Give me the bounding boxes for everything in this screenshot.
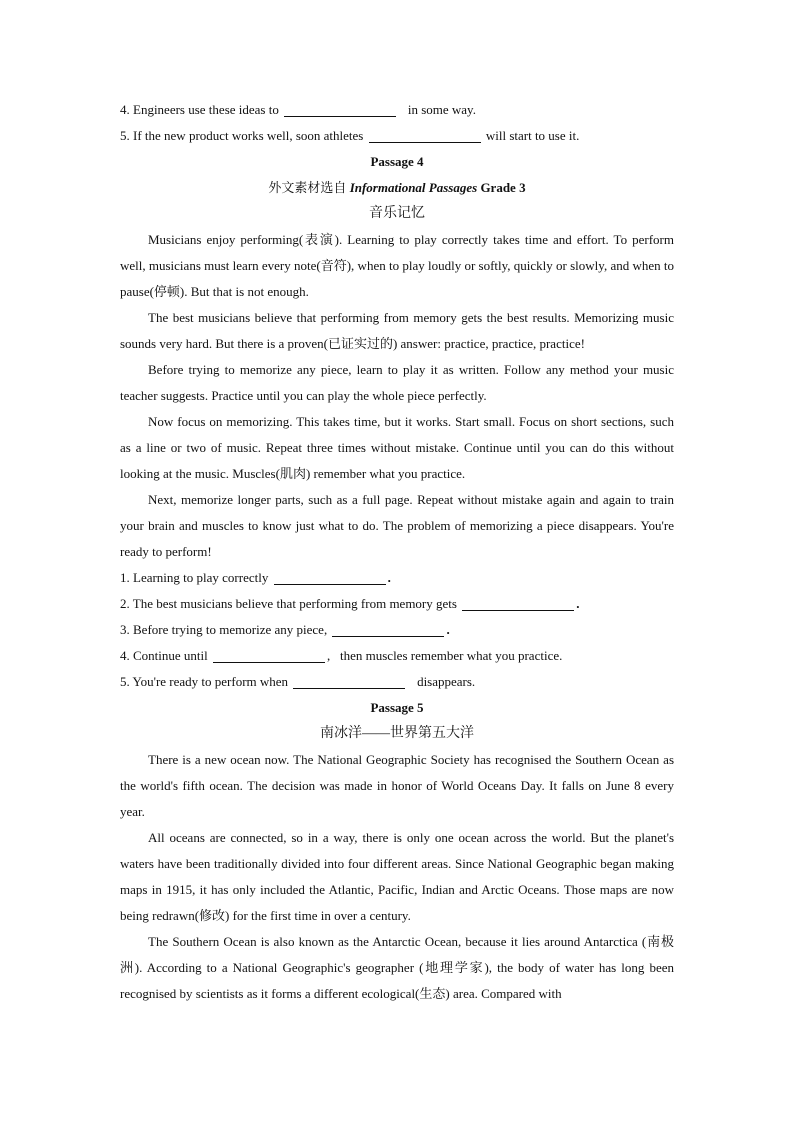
passage5-heading: Passage 5 bbox=[370, 700, 424, 715]
answer-blank[interactable] bbox=[284, 102, 396, 117]
passage4-paragraph-5: Next, memorize longer parts, such as a full page. Repeat without mistake again and again to train your brain and muscles to know just what to do. The problem of memorizing a piece disappears. You're ready to perform! bbox=[120, 492, 674, 559]
passage4-paragraph-2: The best musicians believe that performing from memory gets the best results. Memorizing music sounds very hard. But there is a proven(已证实过的) answer: practice, practice, practice! bbox=[120, 310, 674, 351]
question-text: will start to use it. bbox=[485, 128, 580, 143]
question-text: disappears. bbox=[417, 674, 476, 689]
passage5-paragraph-3: The Southern Ocean is also known as the Antarctic Ocean, because it lies around Antarctica (南极洲). According to a National Geographic's geographer (地理学家), the body of water has long been recognised by scientists as it forms a different ecological(生态) area. Compared with bbox=[120, 934, 674, 1001]
answer-blank[interactable] bbox=[293, 674, 405, 689]
passage5-paragraph-2: All oceans are connected, so in a way, there is only one ocean across the world. But the planet's waters have been traditionally divided into four different areas. Since National Geographic began making maps in 1915, it has only included the Atlantic, Pacific, Indian and Arctic Oceans. Those maps are now being redrawn(修改) for the first time in over a century. bbox=[120, 830, 674, 923]
document-page bbox=[120, 97, 674, 1007]
passage5-paragraph-1: There is a new ocean now. The National Geographic Society has recognised the Southern Ocean as the world's fifth ocean. The decision was made in honor of World Oceans Day. It falls on June 8 every year. bbox=[120, 752, 674, 819]
answer-blank[interactable] bbox=[369, 128, 481, 143]
passage4-paragraph-3: Before trying to memorize any piece, learn to play it as written. Follow any method your music teacher suggests. Practice until you can play the whole piece perfectly. bbox=[120, 362, 674, 403]
question-text: , then muscles remember what you practice. bbox=[327, 648, 563, 663]
passage4-paragraph-4: Now focus on memorizing. This takes time, but it works. Start small. Focus on short sections, such as a line or two of music. Repeat three times without mistake. Continue until you can do this without looking at the music. Muscles(肌肉) remember what you practice. bbox=[120, 414, 674, 481]
answer-blank[interactable] bbox=[274, 570, 386, 585]
source-title: Informational Passages bbox=[349, 180, 478, 195]
answer-blank[interactable] bbox=[332, 622, 444, 637]
question-text: . bbox=[387, 570, 391, 585]
question-text: 5. You're ready to perform when bbox=[120, 674, 289, 689]
question-line bbox=[120, 591, 674, 617]
question-text: in some way. bbox=[407, 102, 476, 117]
question-line bbox=[120, 617, 674, 643]
question-line bbox=[120, 123, 674, 149]
question-text: 5. If the new product works well, soon athletes bbox=[120, 128, 364, 143]
question-text: 1. Learning to play correctly bbox=[120, 570, 269, 585]
question-text: 4. Continue until bbox=[120, 648, 208, 663]
passage4-source bbox=[120, 175, 674, 201]
question-text: . bbox=[446, 622, 450, 637]
question-text: 2. The best musicians believe that performing from memory gets bbox=[120, 596, 457, 611]
answer-blank[interactable] bbox=[462, 596, 574, 611]
passage4-paragraph-1: Musicians enjoy performing(表演). Learning to play correctly takes time and effort. To perform well, musicians must learn every note(音符), when to play loudly or softly, quickly or slowly, and when to pause(停顿). But that is not enough. bbox=[120, 232, 674, 299]
question-text: . bbox=[576, 596, 580, 611]
passage5-title: 南冰洋——世界第五大洋 bbox=[320, 726, 474, 741]
question-line bbox=[120, 643, 674, 669]
question-line bbox=[120, 669, 674, 695]
answer-blank[interactable] bbox=[213, 648, 325, 663]
question-line bbox=[120, 97, 674, 123]
question-line bbox=[120, 565, 674, 591]
question-text: 4. Engineers use these ideas to bbox=[120, 102, 279, 117]
passage4-title: 音乐记忆 bbox=[369, 206, 425, 221]
question-text: 3. Before trying to memorize any piece, bbox=[120, 622, 328, 637]
source-suffix: Grade 3 bbox=[480, 180, 526, 195]
passage4-heading: Passage 4 bbox=[370, 154, 424, 169]
source-prefix: 外文素材选自 bbox=[268, 180, 347, 195]
